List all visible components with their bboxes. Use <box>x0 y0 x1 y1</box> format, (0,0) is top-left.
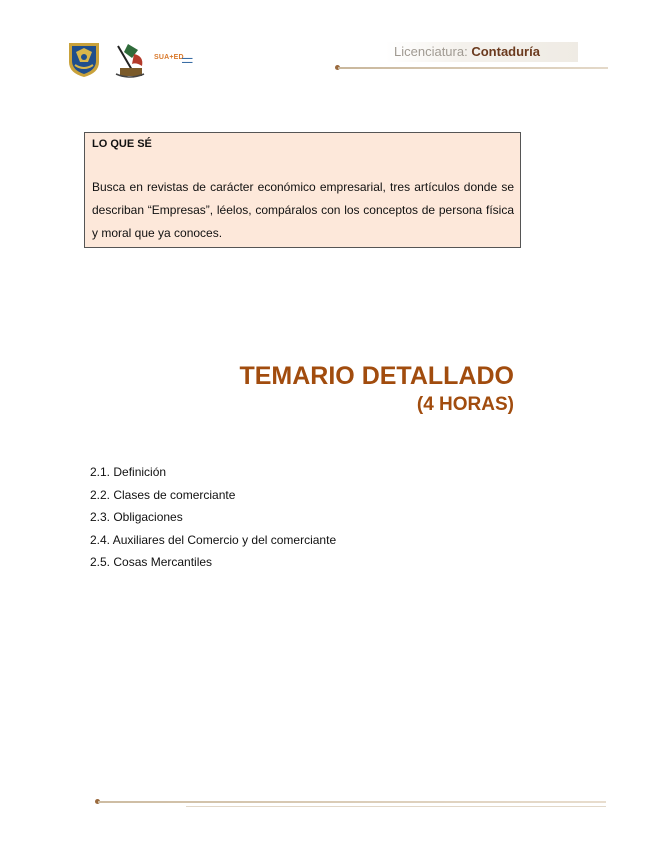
section-subtitle: (4 HORAS) <box>416 394 514 415</box>
toc-list <box>90 461 336 574</box>
header-divider <box>338 67 608 69</box>
program-label <box>394 44 540 59</box>
toc-item: 2.4. Auxiliares del Comercio y del comerciante <box>90 532 337 547</box>
footer-divider <box>98 801 606 803</box>
program-name: Contaduría <box>471 44 540 59</box>
program-label-prefix: Licenciatura: <box>394 44 468 59</box>
sua-logo-subtext: ▬▬▬ ▬▬▬ <box>182 56 193 64</box>
footer-divider-secondary <box>186 806 606 807</box>
sua-logo-text: SUA+ED <box>154 54 184 61</box>
box-body: Busca en revistas de carácter económico empresarial, tres artículos donde se describan “Empresas”, léelos, compáralos con los conceptos de persona física y moral que ya conoces. <box>92 180 514 240</box>
sua-logo <box>154 54 212 72</box>
toc-item: 2.2. Clases de comerciante <box>90 487 236 502</box>
unam-shield-logo <box>66 40 102 78</box>
box-title: LO QUE SÉ <box>92 138 152 150</box>
toc-item: 2.3. Obligaciones <box>90 510 183 524</box>
toc-item: 2.5. Cosas Mercantiles <box>90 555 213 569</box>
header-logos <box>66 40 216 80</box>
section-title: TEMARIO DETALLADO <box>239 362 514 390</box>
lo-que-se-box <box>84 132 521 248</box>
fca-emblem-logo <box>112 40 148 80</box>
toc-item: 2.1. Definición <box>90 465 167 479</box>
